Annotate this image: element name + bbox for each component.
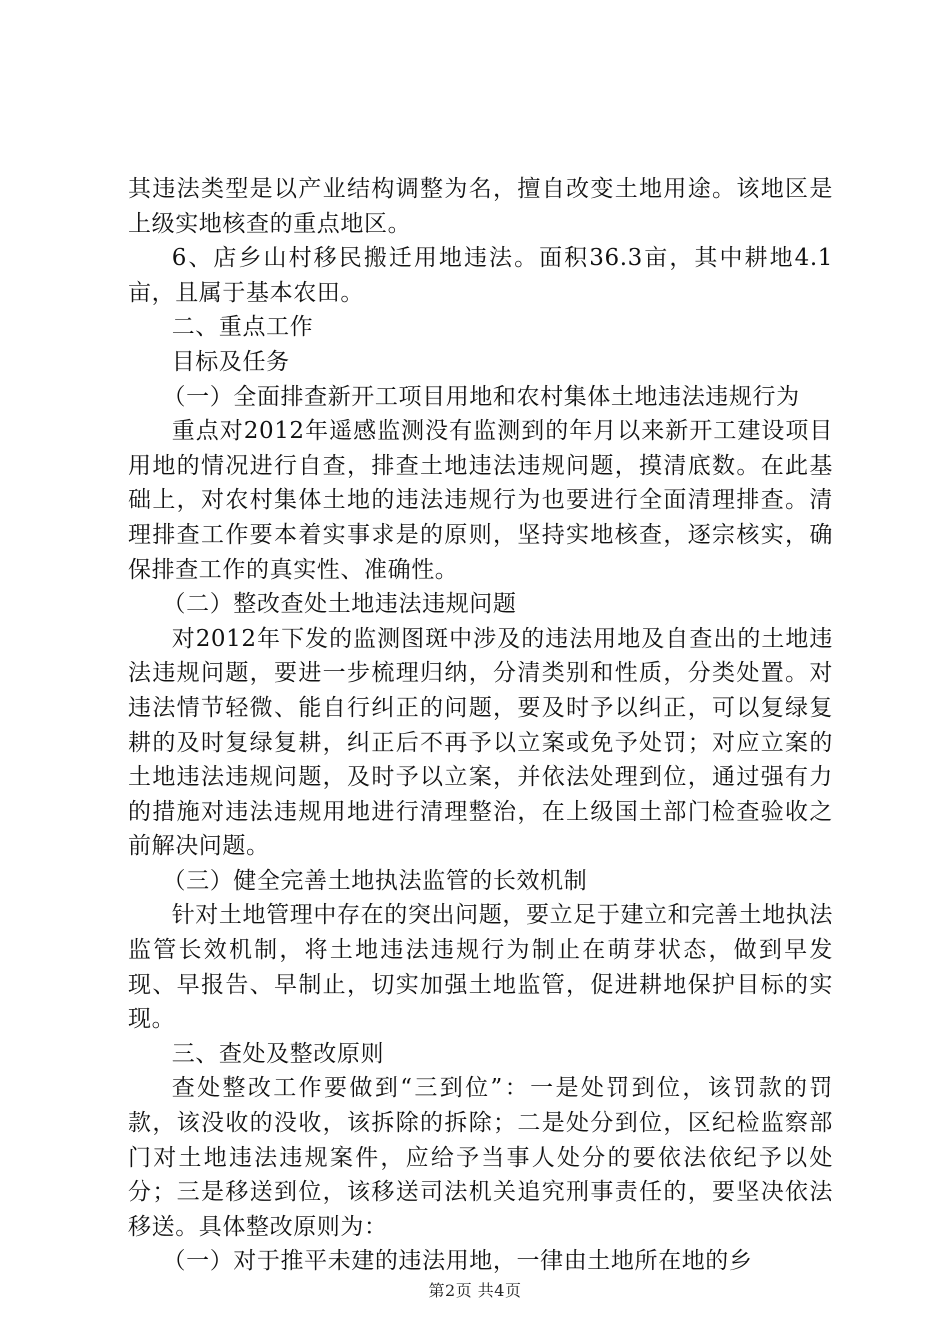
page-footer: 第2页 共4页 bbox=[428, 1281, 522, 1300]
paragraph-violation-type: 其违法类型是以产业结构调整为名，擅自改变土地用途。该地区是上级实地核查的重点地区。 bbox=[128, 176, 833, 237]
subheading-2-rectification: （二）整改查处土地违法违规问题 bbox=[162, 591, 517, 618]
paragraph-rectification: 对2012年下发的监测图斑中涉及的违法用地及自查出的土地违法违规问题，要进一步梳理归纳，分清类别和性质，分类处置。对违法情节轻微、能自行纠正的问题，要及时予以纠正，可以复绿复耕的及时复绿复耕，纠正后不再予以立案或免予处罚；对应立案的土地违法违规问题，及时予以立案，并依法处理到位，通过强有力的措施对违法违规用地进行清理整治，在上级国土部门检查验收之前解决问题。 bbox=[128, 625, 833, 860]
subheading-1-investigation: （一）全面排查新开工项目用地和农村集体土地违法违规行为 bbox=[162, 383, 800, 410]
paragraph-investigation: 重点对2012年遥感监测没有监测到的年月以来新开工建设项目用地的情况进行自查，排查土地违法违规问题，摸清底数。在此基础上，对农村集体土地的违法违规行为也要进行全面清理排查。清理排查工作要本着实事求是的原则，坚持实地核查，逐宗核实，确保排查工作的真实性、准确性。 bbox=[128, 418, 833, 583]
paragraph-item-6: 6、店乡山村移民搬迁用地违法。面积36.3亩，其中耕地4.1亩，且属于基本农田。 bbox=[128, 245, 833, 306]
section-heading-principles: 三、查处及整改原则 bbox=[171, 1040, 385, 1067]
paragraph-principle-1: （一）对于推平未建的违法用地，一律由土地所在地的乡 bbox=[162, 1248, 753, 1275]
paragraph-mechanism: 针对土地管理中存在的突出问题，要立足于建立和完善土地执法监管长效机制，将土地违法违规行为制止在萌芽状态，做到早发现、早报告、早制止，切实加强土地监管，促进耕地保护目标的实现。 bbox=[128, 902, 833, 1033]
document-body bbox=[128, 172, 833, 1279]
section-heading-key-work: 二、重点工作 bbox=[171, 314, 314, 341]
subheading-goals-tasks: 目标及任务 bbox=[171, 348, 290, 375]
paragraph-three-in-place: 查处整改工作要做到“三到位”：一是处罚到位，该罚款的罚款，该没收的没收，该拆除的拆除；二是处分到位，区纪检监察部门对土地违法违规案件，应给予当事人处分的要依法依纪予以处分；三是移送到位，该移送司法机关追究刑事责任的，要坚决依法移送。具体整改原则为： bbox=[128, 1075, 833, 1240]
subheading-3-mechanism: （三）健全完善土地执法监管的长效机制 bbox=[162, 867, 588, 894]
